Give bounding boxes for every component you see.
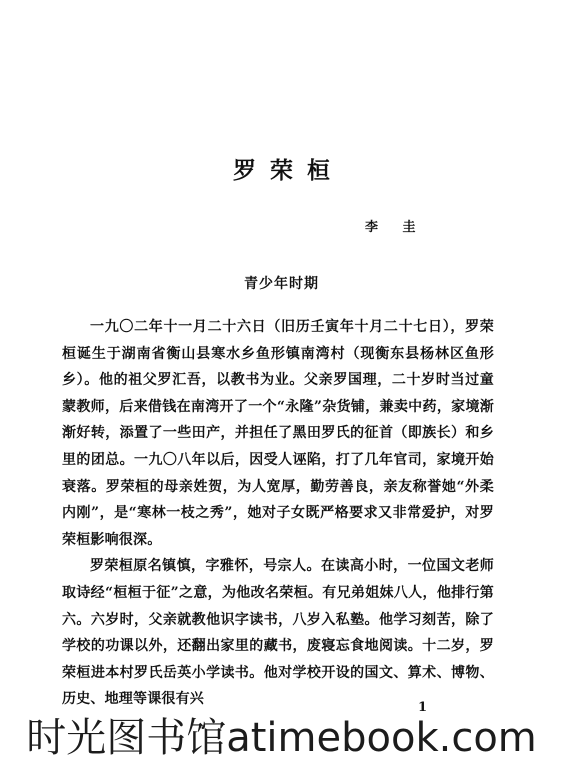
watermark: 时光图书馆atimebook.com — [26, 715, 537, 761]
page-number: 1 — [418, 700, 428, 715]
chapter-title: 罗荣桓 — [233, 157, 344, 184]
section-heading: 青少年时期 — [244, 276, 319, 292]
author-name: 李 圭 — [365, 220, 426, 235]
paragraph: 一九〇二年十一月二十六日（旧历壬寅年十月二十七日），罗荣桓诞生于湖南省衡山县寒水乡鱼形镇南湾村（现衡东县杨林区鱼形乡）。他的祖父罗汇吾，以教书为业。父亲罗国理，二十岁时当过童蒙教师，后来借钱在南湾开了一个“永隆”杂货铺，兼卖中药，家境渐渐好转，添置了一些田产，并担任了黑田罗氏的征首（即族长）和乡里的团总。一九〇八年以后，因受人诬陷，打了几年官司，家境开始衰落。罗荣桓的母亲姓贺，为人宽厚，勤劳善良，亲友称誉她“外柔内刚”，是“寒林一枝之秀”，她对子女既严格要求又非常爱护，对罗荣桓影响很深。 — [62, 319, 494, 548]
paragraph: 罗荣桓原名镇慎，字雅怀，号宗人。在读高小时，一位国文老师取诗经“桓桓于征”之意，为他改名荣桓。有兄弟姐妹八人，他排行第六。六岁时，父亲就教他识字读书，八岁入私塾。他学习刻苦，除了学校的功课以外，还翻出家里的藏书，废寝忘食地阅读。十二岁，罗荣桓进本村罗氏岳英小学读书。他对学校开设的国文、算术、博物、历史、地理等课很有兴 — [62, 558, 494, 708]
body-text — [62, 314, 494, 713]
